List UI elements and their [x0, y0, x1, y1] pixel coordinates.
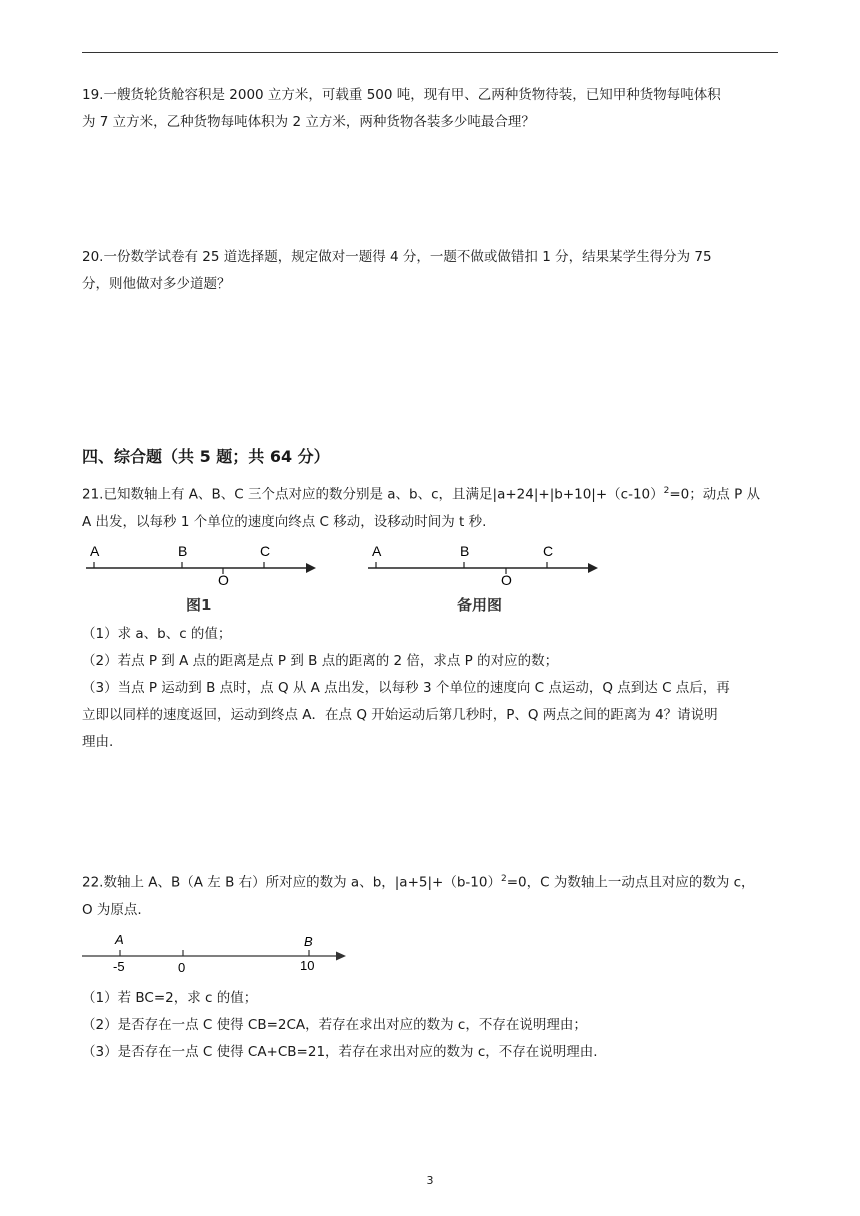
q22-line1-a: 22.数轴上 A、B（A 左 B 右）所对应的数为 a、b，|a+5|+（b-10）: [82, 874, 501, 891]
label-10: 10: [300, 958, 315, 973]
q21-text: [82, 478, 782, 536]
q22-line1-b: =0，C 为数轴上一动点且对应的数为 c，: [506, 874, 755, 891]
label-b: B: [460, 543, 470, 559]
header-rule: [82, 52, 778, 53]
q20-line2: 分，则他做对多少道题？: [82, 276, 231, 292]
q21-figure1-number-line: [82, 538, 322, 588]
q20-text: [82, 244, 782, 298]
q19-text: [82, 82, 782, 136]
q21-sub3: [82, 675, 782, 756]
label-b: B: [178, 543, 188, 559]
q21-line1-a: 21.已知数轴上有 A、B、C 三个点对应的数分别是 a、b、c，且满足|a+24|+|b+10|+（c-10）: [82, 486, 664, 503]
q22-line2: O 为原点.: [82, 901, 142, 918]
q21-sub3-line2: 立即以同样的速度返回，运动到终点 A．在点 Q 开始运动后第几秒时，P、Q 两点之间的距离为 4？请说明: [82, 707, 718, 723]
label-a: A: [115, 932, 124, 947]
label-neg5: -5: [113, 959, 125, 974]
axis-arrow: [306, 563, 316, 573]
q21-figure2-number-line: [364, 538, 604, 588]
q21-sub2: （2）若点 P 到 A 点的距离是点 P 到 B 点的距离的 2 倍，求点 P 的对应的数；: [82, 653, 559, 669]
axis-arrow: [336, 952, 346, 961]
label-o: O: [501, 572, 512, 588]
label-c: C: [543, 543, 554, 559]
label-a: A: [372, 543, 382, 559]
q21-sub3-line1: （3）当点 P 运动到 B 点时，点 Q 从 A 点出发，以每秒 3 个单位的速度向 C 点运动，Q 点到达 C 点后，再: [82, 680, 730, 696]
q22-sub3: （3）是否存在一点 C 使得 CA+CB=21，若存在求出对应的数为 c，不存在说明理由.: [82, 1044, 598, 1060]
page-number: 3: [426, 1174, 434, 1187]
label-c: C: [260, 543, 271, 559]
label-o: O: [218, 572, 229, 588]
axis-arrow: [588, 563, 598, 573]
label-0: 0: [178, 960, 186, 975]
q21-sub3-line3: 理由.: [82, 734, 114, 750]
q22-sub1: （1）若 BC=2，求 c 的值；: [82, 990, 258, 1006]
q21-line2: A 出发，以每秒 1 个单位的速度向终点 C 移动，设移动时间为 t 秒.: [82, 513, 487, 530]
q21-sub1: （1）求 a、b、c 的值；: [82, 626, 232, 642]
q22-exponent: 2: [500, 874, 507, 884]
q22-number-line: [80, 930, 352, 976]
label-b: B: [304, 934, 313, 949]
q19-line2: 为 7 立方米，乙种货物每吨体积为 2 立方米，两种货物各装多少吨最合理？: [82, 114, 535, 130]
q19-line1: 19.一艘货轮货舱容积是 2000 立方米，可载重 500 吨，现有甲、乙两种货物待装，已知甲种货物每吨体积: [82, 87, 721, 103]
q20-line1: 20.一份数学试卷有 25 道选择题，规定做对一题得 4 分，一题不做或做错扣 1 分，结果某学生得分为 75: [82, 249, 712, 265]
section-heading: 四、综合题（共 5 题；共 64 分）: [82, 447, 330, 466]
q21-line1-b: =0；动点 P 从: [669, 486, 760, 503]
q21-figure2-caption: 备用图: [457, 596, 503, 614]
q22-text: [82, 866, 782, 924]
q21-figure1-caption: 图1: [186, 596, 212, 614]
q21-exponent: 2: [663, 486, 670, 496]
q22-sub2: （2）是否存在一点 C 使得 CB=2CA，若存在求出对应的数为 c，不存在说明理由；: [82, 1017, 587, 1033]
label-a: A: [90, 543, 100, 559]
